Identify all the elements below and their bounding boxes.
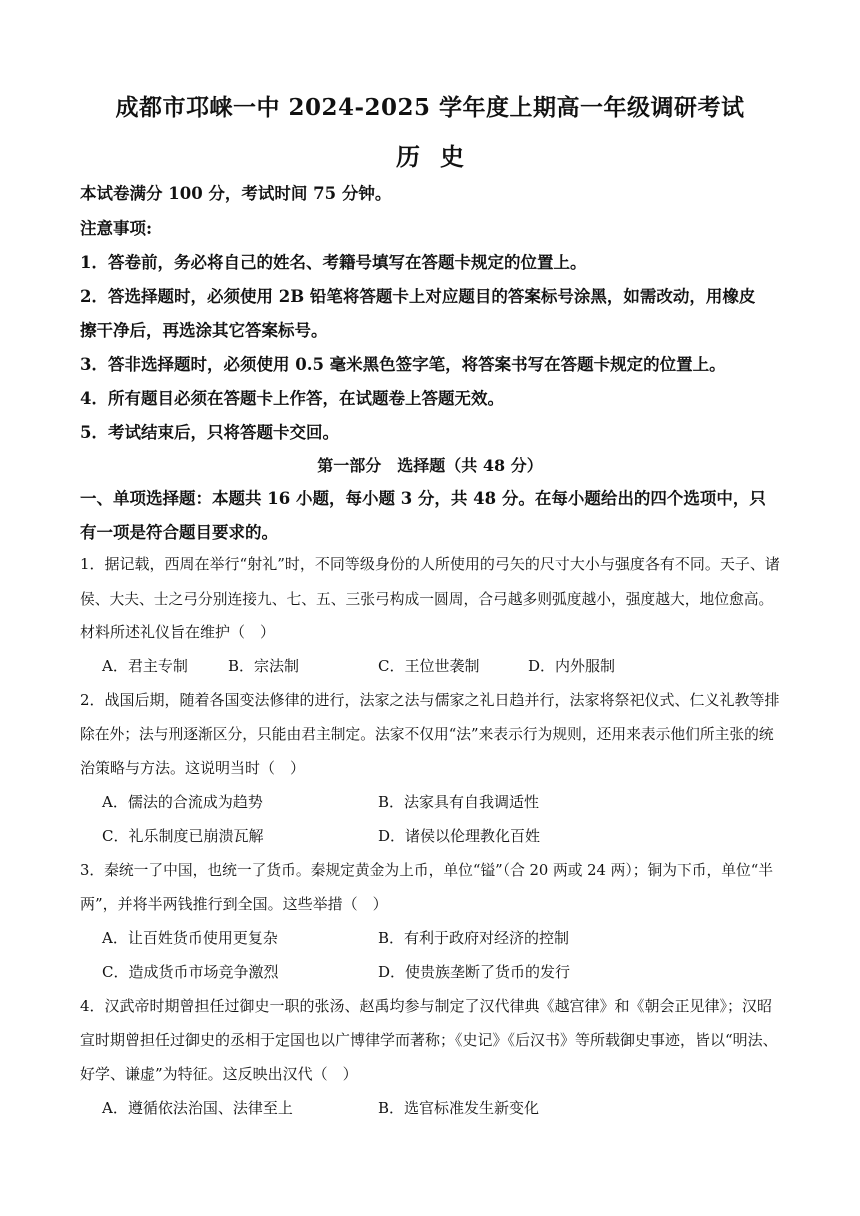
question-4-text: 宣时期曾担任过御史的丞相于定国也以广博律学而著称；《史记》《后汉书》等所载御史事迹，皆以“明法、 [80,1031,778,1049]
question-2-text: 除在外；法与刑逐渐区分，只能由君主制定。法家不仅用“法”来表示行为规则，还用来表示他们所主张的统 [80,726,774,743]
question-4-text: 4．汉武帝时期曾担任过御史一职的张汤、赵禹均参与制定了汉代律典《越宫律》和《朝会正见律》；汉昭 [80,997,773,1015]
question-2-option-c: C．礼乐制度已崩溃瓦解 [102,827,264,845]
notice-heading: 注意事项: [80,219,153,238]
notice-item: 擦干净后，再选涂其它答案标号。 [80,321,328,340]
exam-info: 本试卷满分 100 分，考试时间 75 分钟。 [80,184,392,203]
notice-item: 2．答选择题时，必须使用 2B 铅笔将答题卡上对应题目的答案标号涂黑，如需改动，用橡皮 [80,287,756,306]
question-1-text: 1．据记载，西周在举行“射礼”时，不同等级身份的人所使用的弓矢的尺寸大小与强度各有不同。天子、诸 [80,555,780,573]
question-4-option-b: B．选官标准发生新变化 [378,1099,540,1117]
exam-title: 成都市邛崃一中 2024-2025 学年度上期高一年级调研考试 [115,94,745,121]
question-2-option-a: A．儒法的合流成为趋势 [102,793,263,811]
notice-item: 3．答非选择题时，必须使用 0.5 毫米黑色签字笔，将答案书写在答题卡规定的位置上。 [80,355,726,374]
section-instruction: 一、单项选择题：本题共 16 小题，每小题 3 分，共 48 分。在每小题给出的四个选项中，只 [80,489,766,508]
question-2-text: 治策略与方法。这说明当时（ ） [80,759,306,777]
question-1-text: 材料所述礼仪旨在维护（ ） [80,623,276,641]
question-1-text: 侯、大夫、士之弓分别连接九、七、五、三张弓构成一圆周，合弓越多则弧度越小，强度越大，地位愈高。 [80,591,774,608]
notice-item: 4．所有题目必须在答题卡上作答，在试题卷上答题无效。 [80,389,504,408]
question-2-option-d: D．诸侯以伦理教化百姓 [378,827,541,845]
question-3-option-c: C．造成货币市场竞争激烈 [102,963,279,981]
notice-item: 1．答卷前，务必将自己的姓名、考籍号填写在答题卡规定的位置上。 [80,253,587,272]
question-3-text: 两”，并将半两钱推行到全国。这些举措（ ） [80,895,388,913]
notice-item: 5．考试结束后，只将答题卡交回。 [80,423,339,442]
section-title: 第一部分 选择题（共 48 分） [317,456,543,475]
question-3-option-b: B．有利于政府对经济的控制 [378,929,570,947]
question-3-option-d: D．使贵族垄断了货币的发行 [378,963,571,981]
question-3-option-a: A．让百姓货币使用更复杂 [102,929,278,947]
question-4-text: 好学、谦虚”为特征。这反映出汉代（ ） [80,1065,358,1083]
question-1-option-d: D．内外服制 [528,657,616,675]
section-instruction: 有一项是符合题目要求的。 [80,523,278,542]
question-4-option-a: A．遵循依法治国、法律至上 [102,1099,293,1117]
question-2-text: 2．战国后期，随着各国变法修律的进行，法家之法与儒家之礼日趋并行，法家将祭祀仪式、仁义礼教等排 [80,691,780,709]
question-3-text: 3．秦统一了中国，也统一了货币。秦规定黄金为上币，单位“镒”（合 20 两或 24 两）；铜为下币，单位“半 [80,862,774,879]
question-2-option-b: B．法家具有自我调适性 [378,793,540,811]
question-1-option-b: B．宗法制 [228,657,300,675]
subject-title: 历史 [396,142,484,171]
question-1-option-a: A．君主专制 [102,657,188,675]
question-1-option-c: C．王位世袭制 [378,657,480,675]
